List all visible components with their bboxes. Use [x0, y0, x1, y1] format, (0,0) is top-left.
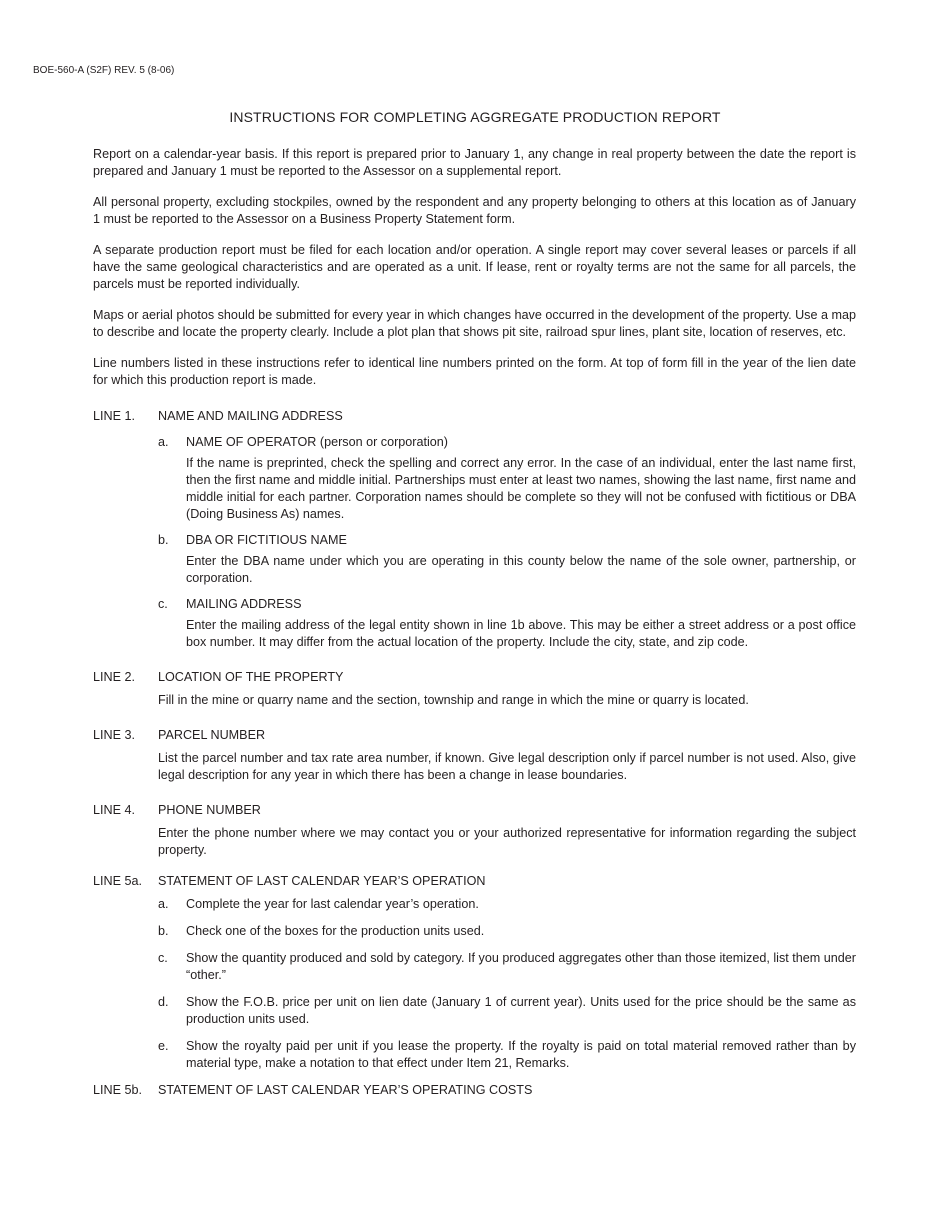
line-body: Fill in the mine or quarry name and the section, township and range in which the mine or quarry is located. — [158, 693, 749, 707]
sub-item — [158, 950, 856, 984]
line-body: Enter the phone number where we may contact you or your authorized representative for information regarding the subject property. — [158, 826, 856, 857]
line-number: LINE 2. — [93, 670, 135, 684]
intro-paragraph: Line numbers listed in these instructions refer to identical line numbers printed on the form. At top of form fill in the year of the lien date for which this production report is made. — [93, 356, 856, 387]
line-number: LINE 4. — [93, 803, 135, 817]
page-title: INSTRUCTIONS FOR COMPLETING AGGREGATE PRODUCTION REPORT — [229, 109, 721, 125]
instructions-body — [93, 146, 856, 1099]
line-5a-section — [93, 873, 856, 1072]
sub-item-letter: e. — [158, 1039, 169, 1053]
sub-item-letter: b. — [158, 533, 169, 547]
sub-item-letter: b. — [158, 924, 169, 938]
line-title: STATEMENT OF LAST CALENDAR YEAR’S OPERATING COSTS — [158, 1083, 533, 1097]
line-number: LINE 3. — [93, 728, 135, 742]
sub-item-title: NAME OF OPERATOR (person or corporation) — [186, 435, 448, 449]
sub-item-text: Show the F.O.B. price per unit on lien date (January 1 of current year). Units used for the price should be the same as production units used. — [186, 995, 856, 1026]
sub-item-title: MAILING ADDRESS — [186, 597, 302, 611]
line-number: LINE 1. — [93, 409, 135, 423]
intro-paragraph: Maps or aerial photos should be submitted for every year in which changes have occurred in the development of the property. Use a map to describe and locate the property clearly. Include a plot plan that shows pit site, railroad spur lines, plant site, location of reserves, etc. — [93, 308, 856, 339]
line-title: LOCATION OF THE PROPERTY — [158, 670, 344, 684]
sub-item-letter: a. — [158, 435, 169, 449]
line-2-section — [93, 669, 856, 709]
intro-paragraph: All personal property, excluding stockpiles, owned by the respondent and any property belonging to others at this location as of January 1 must be reported to the Assessor on a Business Property Statement form. — [93, 195, 856, 226]
sub-item — [158, 532, 856, 587]
sub-item — [158, 994, 856, 1028]
sub-item-letter: d. — [158, 995, 169, 1009]
line-title: STATEMENT OF LAST CALENDAR YEAR’S OPERATION — [158, 874, 486, 888]
line-title: PARCEL NUMBER — [158, 728, 266, 742]
sub-item-text: Check one of the boxes for the production units used. — [186, 924, 485, 938]
sub-item-letter: c. — [158, 951, 168, 965]
line-5b-section — [93, 1082, 856, 1099]
sub-item-text: Show the royalty paid per unit if you lease the property. If the royalty is paid on total material removed rather than by material type, make a notation to that effect under Item 21, Remarks. — [186, 1039, 856, 1070]
sub-item — [158, 923, 856, 940]
sub-item-body: Enter the DBA name under which you are operating in this county below the name of the sole owner, partnership, or corporation. — [186, 554, 856, 585]
sub-item — [158, 1038, 856, 1072]
form-id: BOE-560-A (S2F) REV. 5 (8-06) — [33, 65, 175, 76]
line-title: PHONE NUMBER — [158, 803, 261, 817]
sub-item-body: Enter the mailing address of the legal entity shown in line 1b above. This may be either a street address or a post office box number. It may differ from the actual location of the property. Include the city, state, and zip code. — [186, 618, 856, 649]
sub-item — [158, 896, 856, 913]
line-body: List the parcel number and tax rate area number, if known. Give legal description only if parcel number is not used. Also, give legal description for any year in which there has been a change in lease boundaries. — [158, 751, 856, 782]
sub-item — [158, 434, 856, 523]
line-number: LINE 5b. — [93, 1083, 143, 1097]
intro-paragraph: Report on a calendar-year basis. If this report is prepared prior to January 1, any change in real property between the date the report is prepared and January 1 must be reported to the Assessor on a supplemental report. — [93, 147, 856, 178]
sub-item-title: DBA OR FICTITIOUS NAME — [186, 533, 347, 547]
sub-item-letter: c. — [158, 597, 168, 611]
line-title: NAME AND MAILING ADDRESS — [158, 409, 343, 423]
sub-item-letter: a. — [158, 897, 169, 911]
sub-item-body: If the name is preprinted, check the spelling and correct any error. In the case of an individual, enter the last name first, then the first name and middle initial. Partnerships must enter at least two names, showing the last name, first name and middle initial for each partner. Corporation names should be complete so they will not be confused with fictitious or DBA (Doing Business As) names. — [186, 456, 856, 521]
sub-item-text: Show the quantity produced and sold by category. If you produced aggregates other than those itemized, list them under “other.” — [186, 951, 856, 982]
line-3-section — [93, 727, 856, 784]
line-1-section — [93, 408, 856, 651]
intro-paragraph: A separate production report must be filed for each location and/or operation. A single report may cover several leases or parcels if all have the same geological characteristics and are operated as a unit. If lease, rent or royalty terms are not the same for all parcels, the parcels must be reported individually. — [93, 243, 856, 291]
sub-item — [158, 596, 856, 651]
sub-item-text: Complete the year for last calendar year’s operation. — [186, 897, 479, 911]
line-4-section — [93, 802, 856, 859]
line-number: LINE 5a. — [93, 874, 143, 888]
